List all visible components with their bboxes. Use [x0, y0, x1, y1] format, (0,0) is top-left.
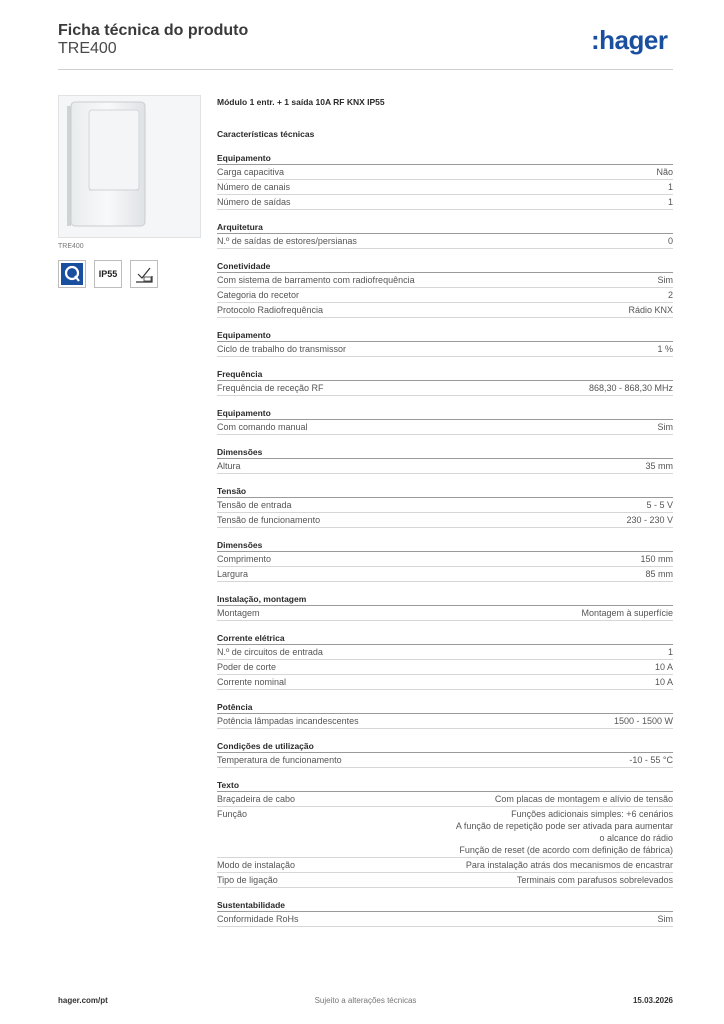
spec-row — [217, 180, 673, 195]
page-header — [58, 20, 673, 70]
spec-value: -10 - 55 °C — [629, 755, 673, 765]
spec-row — [217, 912, 673, 927]
spec-value: Com placas de montagem e alívio de tensão — [494, 794, 673, 804]
footer-date: 15.03.2026 — [632, 996, 673, 1005]
spec-label: Comprimento — [217, 554, 272, 564]
spec-label: Número de canais — [217, 182, 291, 192]
product-name: Módulo 1 entr. + 1 saída 10A RF KNX IP55 — [217, 97, 385, 107]
spec-label: Potência lâmpadas incandescentes — [217, 716, 359, 726]
spec-value: Funções adicionais simples: +6 cenários A função de repetição pode ser ativada para aumentar o alcance do rádio Função de reset (de acordo com definição de fábrica) — [455, 809, 673, 855]
spec-value: 150 mm — [640, 554, 673, 564]
spec-value: 868,30 - 868,30 MHz — [588, 383, 673, 393]
spec-label: Temperatura de funcionamento — [217, 755, 342, 765]
certification-badges — [58, 260, 203, 288]
spec-label: Com comando manual — [217, 422, 308, 432]
spec-label: Corrente nominal — [217, 677, 287, 687]
spec-row — [217, 165, 673, 180]
spec-group-title: Condições de utilização — [217, 739, 673, 753]
spec-value: Terminais com parafusos sobrelevados — [516, 875, 673, 885]
spec-value: Sim — [657, 422, 673, 432]
spec-row — [217, 675, 673, 690]
spec-row — [217, 567, 673, 582]
spec-value: 0 — [667, 236, 673, 246]
spec-group-title: Dimensões — [217, 538, 673, 552]
spec-value: Rádio KNX — [628, 305, 673, 315]
spec-label: Largura — [217, 569, 249, 579]
spec-value: Para instalação atrás dos mecanismos de encastrar — [465, 860, 673, 870]
spec-label: Categoria do recetor — [217, 290, 300, 300]
product-image — [58, 95, 201, 238]
spec-label: Conformidade RoHs — [217, 914, 299, 924]
spec-label: Número de saídas — [217, 197, 291, 207]
spec-value: Sim — [657, 275, 673, 285]
spec-group-title: Frequência — [217, 367, 673, 381]
spec-label: N.º de circuitos de entrada — [217, 647, 323, 657]
spec-value: 35 mm — [645, 461, 673, 471]
spec-row — [217, 645, 673, 660]
spec-label: Tensão de funcionamento — [217, 515, 321, 525]
spec-row — [217, 498, 673, 513]
spec-value: 1 % — [657, 344, 673, 354]
product-reference: TRE400 — [58, 40, 117, 57]
spec-group-title: Dimensões — [217, 445, 673, 459]
spec-value: 10 A — [654, 677, 673, 687]
spec-label: Altura — [217, 461, 241, 471]
spec-row — [217, 381, 673, 396]
spec-group-title: Tensão — [217, 484, 673, 498]
spec-label: Tensão de entrada — [217, 500, 292, 510]
spec-value: 10 A — [654, 662, 673, 672]
spec-value: Não — [656, 167, 673, 177]
spec-value: 1 — [667, 182, 673, 192]
spec-row — [217, 873, 673, 888]
spec-label: Modo de instalação — [217, 860, 296, 870]
spec-value: Montagem à superfície — [581, 608, 673, 618]
hager-logo — [591, 24, 673, 58]
spec-groups — [217, 151, 673, 927]
spec-value: 5 - 5 V — [646, 500, 673, 510]
spec-value: 1500 - 1500 W — [613, 716, 673, 726]
spec-row — [217, 303, 673, 318]
spec-group-title: Equipamento — [217, 406, 673, 420]
ip-rating-label: IP55 — [98, 269, 118, 279]
spec-label: Frequência de receção RF — [217, 383, 324, 393]
spec-row — [217, 753, 673, 768]
spec-group-title: Arquitetura — [217, 220, 673, 234]
footer-website: hager.com/pt — [58, 996, 108, 1005]
spec-value: 2 — [667, 290, 673, 300]
spec-label: Ciclo de trabalho do transmissor — [217, 344, 347, 354]
ip55-badge — [94, 260, 122, 288]
spec-label: N.º de saídas de estores/persianas — [217, 236, 357, 246]
spec-row — [217, 606, 673, 621]
spec-group-title: Equipamento — [217, 151, 673, 165]
specs-title: Características técnicas — [217, 129, 315, 139]
spec-label: Protocolo Radiofrequência — [217, 305, 324, 315]
svg-text::hager: :hager — [591, 25, 668, 55]
spec-row — [217, 792, 673, 807]
spec-label: Poder de corte — [217, 662, 277, 672]
spec-value: 85 mm — [645, 569, 673, 579]
spec-group-title: Potência — [217, 700, 673, 714]
spec-label: Tipo de ligação — [217, 875, 278, 885]
spec-value: Sim — [657, 914, 673, 924]
image-caption: TRE400 — [58, 243, 84, 250]
spec-group-title: Texto — [217, 778, 673, 792]
document-title: Ficha técnica do produto — [58, 22, 249, 39]
spec-label: Função — [217, 809, 248, 819]
spec-label: Montagem — [217, 608, 260, 618]
spec-sheet — [217, 95, 673, 927]
spec-row — [217, 807, 673, 858]
spec-row — [217, 273, 673, 288]
spec-row — [217, 459, 673, 474]
spec-row — [217, 342, 673, 357]
spec-group-title: Conetividade — [217, 259, 673, 273]
spec-group-title: Equipamento — [217, 328, 673, 342]
spec-row — [217, 234, 673, 249]
spec-row — [217, 288, 673, 303]
spec-row — [217, 660, 673, 675]
spec-value: 230 - 230 V — [626, 515, 673, 525]
spec-value: 1 — [667, 197, 673, 207]
spec-label: Com sistema de barramento com radiofrequência — [217, 275, 415, 285]
spec-label: Carga capacitiva — [217, 167, 285, 177]
spec-row — [217, 552, 673, 567]
spec-value: 1 — [667, 647, 673, 657]
footer-notice: Sujeito a alterações técnicas — [314, 996, 417, 1005]
installation-symbol-icon — [130, 260, 158, 288]
spec-group-title: Instalação, montagem — [217, 592, 673, 606]
product-sidebar — [58, 95, 203, 288]
spec-label: Braçadeira de cabo — [217, 794, 296, 804]
spec-group-title: Sustentabilidade — [217, 898, 673, 912]
spec-group-title: Corrente elétrica — [217, 631, 673, 645]
spec-row — [217, 513, 673, 528]
spec-row — [217, 195, 673, 210]
spec-row — [217, 420, 673, 435]
spec-row — [217, 858, 673, 873]
spec-row — [217, 714, 673, 729]
quality-mark-icon — [58, 260, 86, 288]
